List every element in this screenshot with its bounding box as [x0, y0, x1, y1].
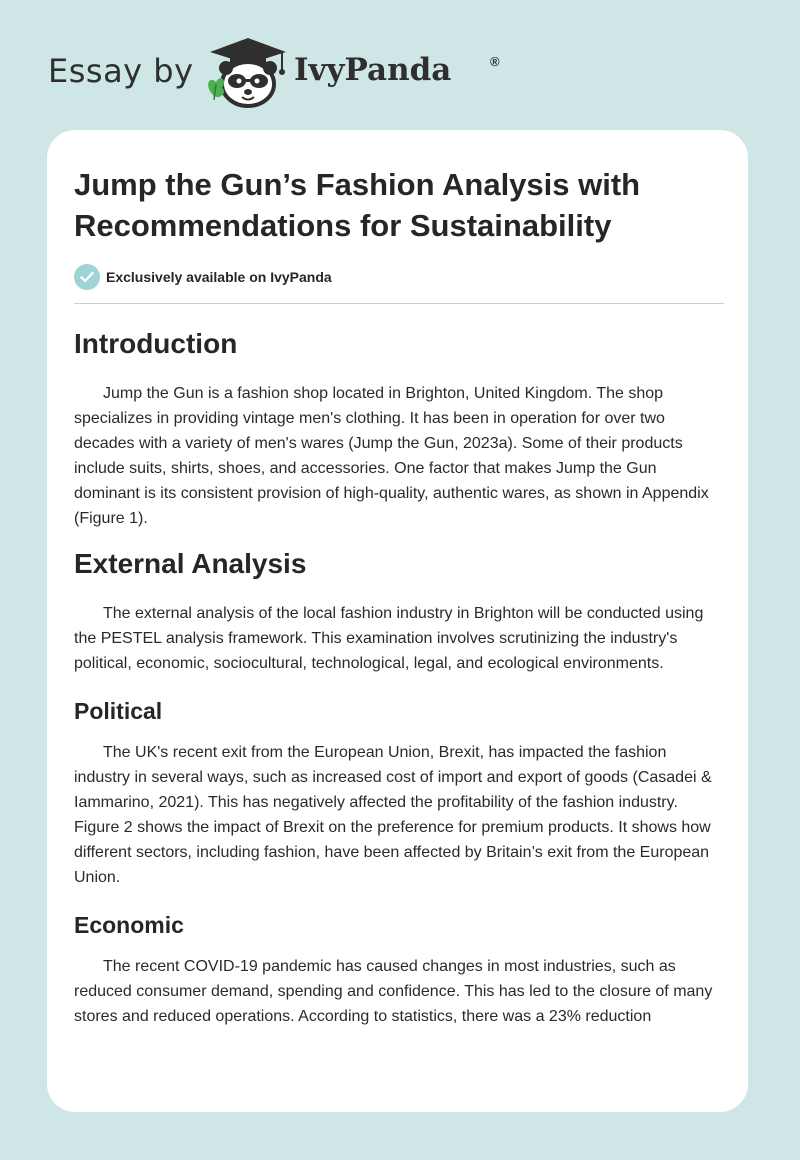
exclusive-badge: [74, 264, 332, 290]
section-heading-political: Political: [74, 698, 163, 724]
essay-title: Jump the Gun’s Fashion Analysis with Recommendations for Sustainability: [74, 167, 641, 243]
panda-graduate-logo-icon[interactable]: [202, 34, 294, 110]
section-heading-external-analysis: External Analysis: [74, 548, 307, 579]
section-heading-economic: Economic: [74, 912, 184, 938]
check-circle-icon: [74, 264, 100, 290]
essay-card: [47, 130, 748, 1112]
title-divider: [74, 303, 724, 304]
brand-name[interactable]: IvyPanda: [294, 52, 452, 88]
paragraph-introduction: Jump the Gun is a fashion shop located in Brighton, United Kingdom. The shop specializes in providing vintage men's clothing. It has been in operation for over two decades with a variety of men's wares (Jump the Gun, 2023a). Some of their products include suits, shirts, shoes, and accessories. One factor that makes Jump the Gun dominant is its consistent provision of high-quality, authentic wares, as shown in Appendix (Figure 1).: [74, 385, 709, 527]
brand-prefix: Essay by: [48, 52, 194, 90]
essay-body: [74, 324, 724, 1029]
registered-mark: ®: [490, 54, 500, 69]
paragraph-economic: The recent COVID-19 pandemic has caused changes in most industries, such as reduced consumer demand, spending and confidence. This has led to the closure of many stores and reduced operations. According to statistics, there was a 23% reduction: [74, 958, 713, 1025]
badge-text: Exclusively available on IvyPanda: [106, 269, 332, 285]
paragraph-external-analysis: The external analysis of the local fashion industry in Brighton will be conducted using the PESTEL analysis framework. This examination involves scrutinizing the industry's political, economic, sociocultural, technological, legal, and ecological environments.: [74, 605, 704, 672]
section-heading-introduction: Introduction: [74, 328, 238, 359]
brand-header: [48, 34, 508, 110]
paragraph-political: The UK's recent exit from the European Union, Brexit, has impacted the fashion industry in several ways, such as increased cost of import and export of goods (Casadei & Iammarino, 2021). This has negatively affected the profitability of the fashion industry. Figure 2 shows the impact of Brexit on the preference for premium products. It shows how different sectors, including fashion, have been affected by Britain’s exit from the European Union.: [74, 744, 712, 886]
